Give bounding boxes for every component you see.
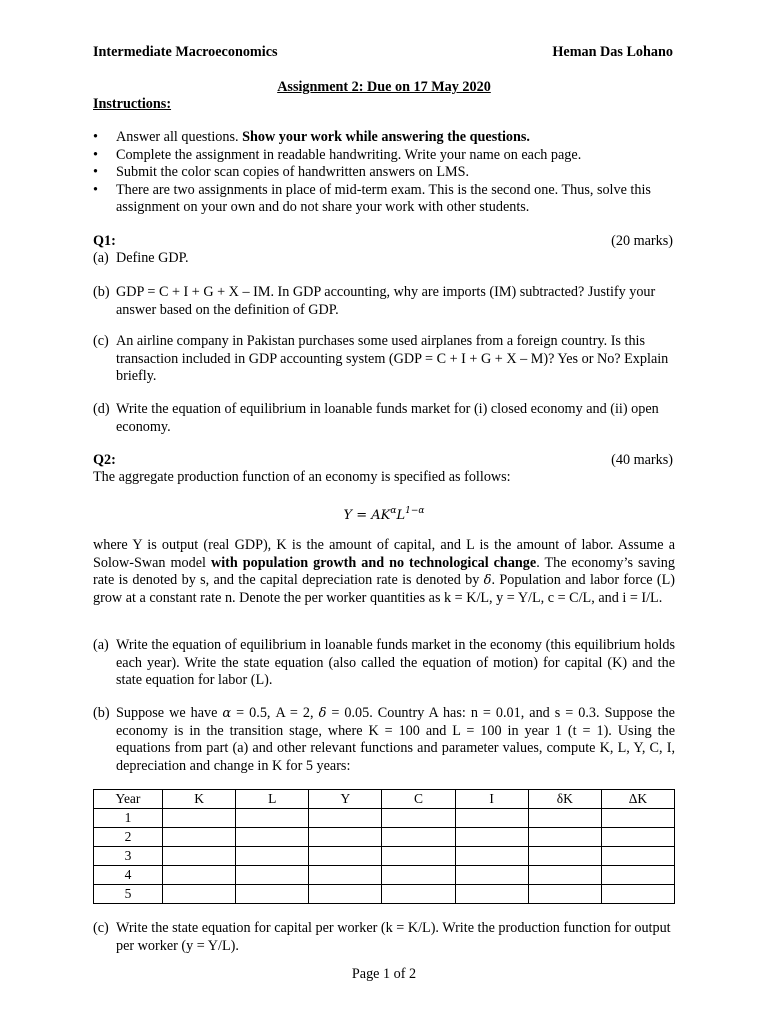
author-name: Heman Das Lohano (552, 44, 673, 60)
page-number: Page 1 of 2 (351, 966, 417, 982)
table-row: 3 (94, 847, 675, 866)
col-header-k: K (163, 790, 236, 809)
instruction-item: • Submit the color scan copies of handwritten answers on LMS. (93, 164, 683, 182)
table-header-row (94, 790, 675, 809)
q1-part-c: (c) An airline company in Pakistan purchases some used airplanes from a foreign country. Is this transaction included in GDP accounting system (GDP = C + I + G + X – M)? Yes or No? Explain briefly. (93, 333, 669, 384)
col-header-l: L (236, 790, 309, 809)
col-header-depreciation: δK (528, 790, 601, 809)
instruction-list (93, 129, 683, 217)
q1-part-a: (a) Define GDP. (93, 250, 189, 266)
col-header-year: Year (94, 790, 163, 809)
assignment-title: Assignment 2: Due on 17 May 2020 (277, 79, 491, 95)
table-row: 1 (94, 809, 675, 828)
q2-intro: The aggregate production function of an economy is specified as follows: (93, 469, 511, 485)
col-header-i: I (455, 790, 528, 809)
col-header-c: C (382, 790, 455, 809)
q2-part-b: (b) Suppose we have α = 0.5, A = 2, δ = 0.05. Country A has: n = 0.01, and s = 0.3. Suppose the economy is in the transition stage, where K = 100 and L = 100 in year 1 (t = 1). Using the equations from part (a) and other relevant functions and parameter values, compute K, L, Y, C, I, depreciation and change in K for 5 years: (93, 705, 675, 774)
q2-heading: Q2: (40 marks) (93, 452, 673, 468)
col-header-change-k: ΔK (601, 790, 674, 809)
instruction-item: • There are two assignments in place of mid-term exam. This is the second one. Thus, solve this assignment on your own and do not share your work with other students. (93, 182, 683, 217)
production-function-equation: $Y = AK^\alpha L^{1-\alpha}$ (343, 506, 425, 523)
instruction-item: • Answer all questions. Show your work while answering the questions. (93, 129, 683, 147)
q1-part-d: (d) Write the equation of equilibrium in loanable funds market for (i) closed economy and (ii) open economy. (93, 401, 659, 435)
course-title: Intermediate Macroeconomics (93, 44, 278, 60)
q1-part-b: (b) GDP = C + I + G + X – IM. In GDP accounting, why are imports (IM) subtracted? Justify your answer based on the definition of GDP. (93, 284, 656, 318)
table-row: 5 (94, 885, 675, 904)
q1-marks: (20 marks) (611, 233, 673, 249)
table-row: 4 (94, 866, 675, 885)
q2-part-c: (c) Write the state equation for capital per worker (k = K/L). Write the production function for output per worker (y = Y/L). (93, 920, 671, 954)
computation-table (93, 789, 675, 904)
col-header-y: Y (309, 790, 382, 809)
table-row: 2 (94, 828, 675, 847)
q2-description: where Y is output (real GDP), K is the amount of capital, and L is the amount of labor. Assume a Solow-Swan model with population growth and no technological change. The economy’s saving rate is denoted by s, and the capital depreciation rate is denoted by δ. Population and labor force (L) grow at a constant rate n. Denote the per worker quantities as k = K/L, y = Y/L, c = C/L, and i = I/L. (93, 537, 675, 606)
q2-part-a: (a) Write the equation of equilibrium in loanable funds market in the economy (this equilibrium holds each year). Write the state equation (also called the equation of motion) for capital (K) and the state equation for labor (L). (93, 637, 675, 688)
instructions-heading: Instructions: (93, 96, 172, 112)
q1-heading: Q1: (20 marks) (93, 233, 673, 249)
instruction-item: • Complete the assignment in readable handwriting. Write your name on each page. (93, 147, 683, 165)
q2-marks: (40 marks) (611, 452, 673, 468)
